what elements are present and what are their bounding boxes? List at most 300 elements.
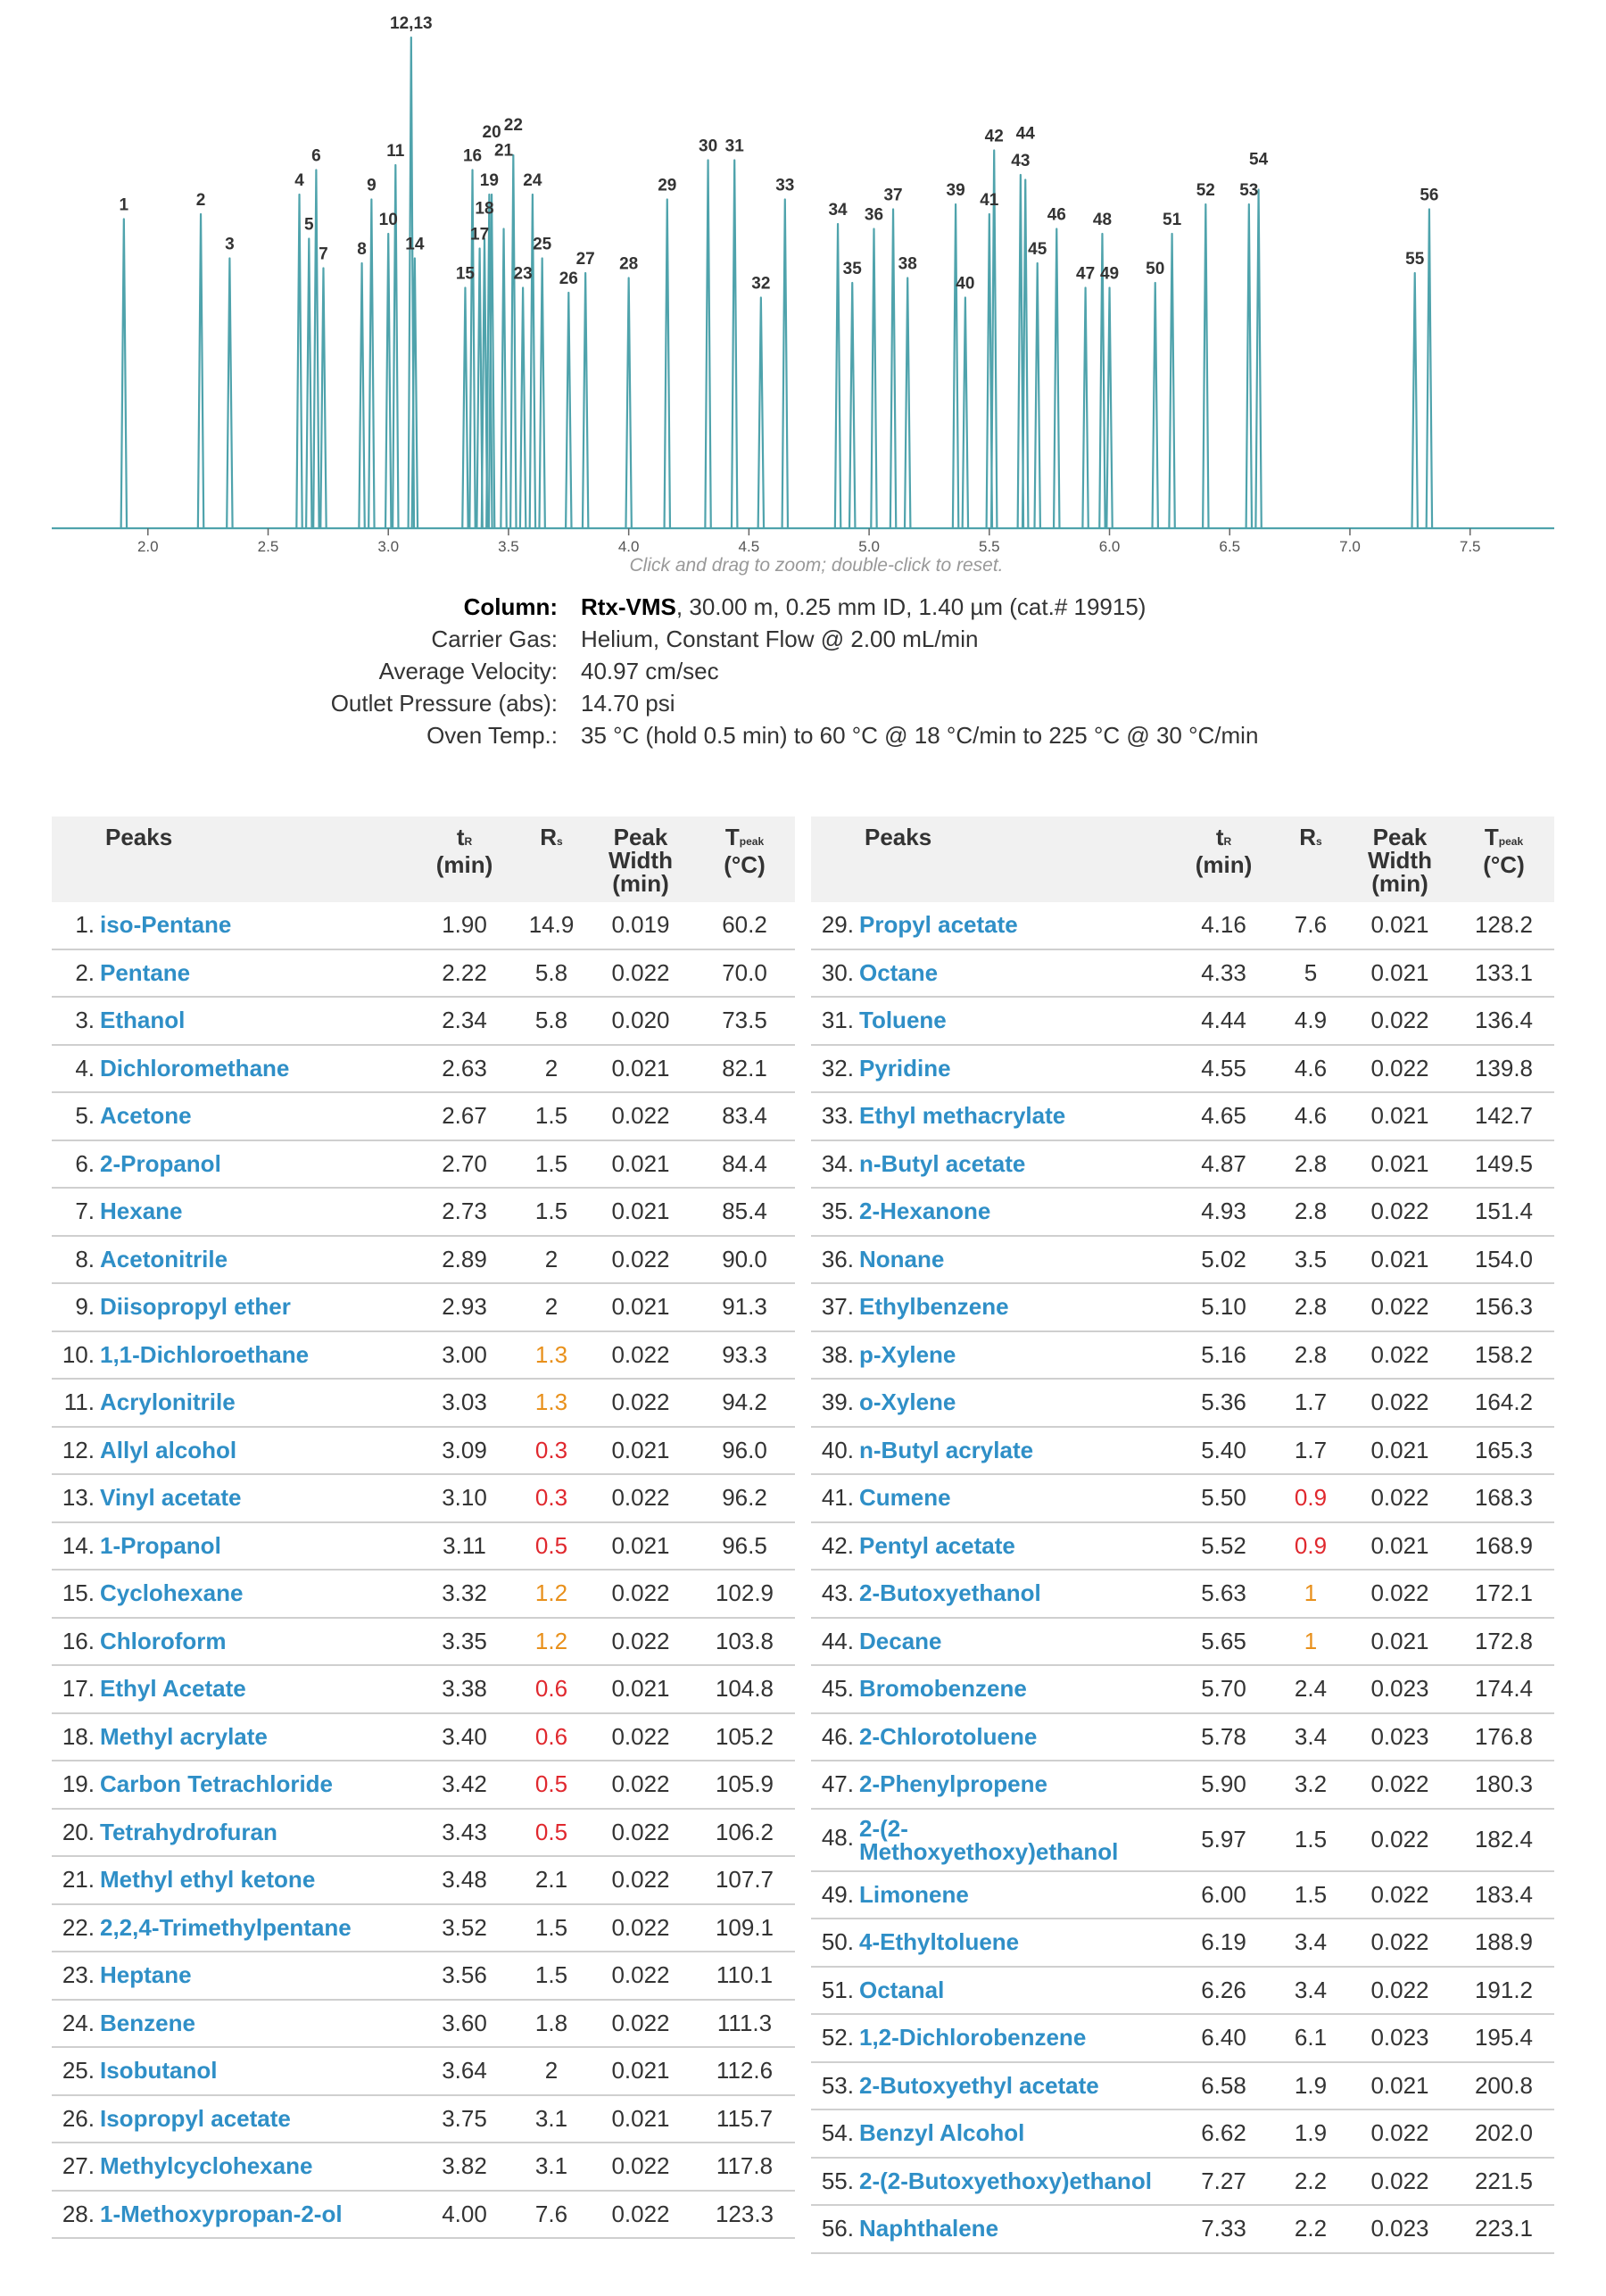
compound-link[interactable]: Heptane	[100, 1961, 192, 1989]
compound-cell	[52, 2047, 413, 2095]
resolution: 1.7	[1275, 1379, 1346, 1427]
peak-label: 43	[1011, 152, 1031, 170]
peak-label: 18	[475, 199, 494, 219]
peak-number: 12.	[62, 1436, 95, 1463]
peak-50[interactable]	[1153, 283, 1158, 528]
peak-temperature: 128.2	[1453, 902, 1554, 949]
compound-link[interactable]: 2-Chlorotoluene	[859, 1722, 1038, 1750]
param-row-carrier-gas	[0, 626, 1606, 658]
peak-label: 27	[575, 250, 595, 269]
retention-time: 3.32	[413, 1570, 516, 1618]
peak-temperature: 106.2	[694, 1809, 795, 1857]
peak-6[interactable]	[313, 170, 319, 529]
peak-temperature: 174.4	[1453, 1665, 1554, 1713]
peak-32[interactable]	[758, 298, 764, 529]
peak-width: 0.022	[1346, 1809, 1453, 1871]
peak-width: 0.022	[587, 1092, 694, 1140]
compound-link[interactable]: Acetone	[100, 1102, 192, 1130]
compound-link[interactable]: Allyl alcohol	[100, 1436, 237, 1463]
compound-link[interactable]: Pentyl acetate	[859, 1531, 1015, 1559]
peak-temperature: 168.9	[1453, 1522, 1554, 1571]
compound-cell	[811, 1570, 1172, 1618]
compound-link[interactable]: 1-Propanol	[100, 1531, 221, 1559]
peak-27[interactable]	[583, 273, 588, 528]
peak-width: 0.022	[1346, 1283, 1453, 1331]
compound-cell	[811, 1967, 1172, 2015]
compound-link[interactable]: Octane	[859, 958, 939, 986]
peak-2[interactable]	[198, 214, 203, 528]
table-row	[52, 2191, 795, 2239]
compound-cell	[811, 1331, 1172, 1380]
compound-link[interactable]: 2-(2-Butoxyethoxy)ethanol	[859, 2167, 1152, 2194]
compound-link[interactable]: 2-Butoxyethanol	[859, 1579, 1041, 1607]
compound-link[interactable]: Dichloromethane	[100, 1054, 290, 1082]
compound-link[interactable]: Nonane	[859, 1245, 945, 1272]
table-row	[52, 2000, 795, 2048]
retention-time: 6.26	[1172, 1967, 1275, 2015]
peak-label: 39	[946, 181, 965, 200]
peak-number: 44.	[821, 1627, 854, 1654]
compound-link[interactable]: Methylcyclohexane	[100, 2152, 313, 2180]
peak-width: 0.022	[1346, 2110, 1453, 2158]
compound-link[interactable]: n-Butyl acetate	[859, 1149, 1026, 1177]
peak-9[interactable]	[368, 200, 374, 529]
compound-link[interactable]: 1,2-Dichlorobenzene	[859, 2024, 1087, 2051]
peak-width: 0.021	[1346, 1618, 1453, 1666]
peak-temperature: 73.5	[694, 997, 795, 1045]
compound-cell	[52, 1856, 413, 1904]
table-row	[811, 949, 1554, 998]
peak-label: 50	[1146, 260, 1165, 278]
peak-temperature: 96.0	[694, 1427, 795, 1475]
peak-temperature: 195.4	[1453, 2014, 1554, 2062]
compound-link[interactable]: Bromobenzene	[859, 1675, 1027, 1703]
x-tick-label: 6.0	[1098, 538, 1121, 555]
compound-link[interactable]: Hexane	[100, 1198, 183, 1225]
compound-cell	[811, 997, 1172, 1045]
param-value	[581, 593, 1146, 621]
resolution: 1	[1275, 1570, 1346, 1618]
peak-temperature: 91.3	[694, 1283, 795, 1331]
peak-4[interactable]	[296, 195, 302, 528]
peak-temperature: 151.4	[1453, 1188, 1554, 1236]
peak-53[interactable]	[1246, 204, 1252, 528]
x-tick-label: 6.5	[1219, 538, 1241, 555]
compound-link[interactable]: iso-Pentane	[100, 911, 232, 939]
peak-3[interactable]	[227, 259, 232, 529]
peak-label: 22	[503, 116, 523, 135]
table-row	[811, 1919, 1554, 1967]
compound-link[interactable]: 1,1-Dichloroethane	[100, 1340, 310, 1368]
compound-cell	[811, 2110, 1172, 2158]
peak-30[interactable]	[705, 161, 710, 529]
peak-label: 3	[225, 235, 235, 254]
compound-link[interactable]: 2-Propanol	[100, 1149, 221, 1177]
compound-cell	[52, 1809, 413, 1857]
peak-number: 9.	[75, 1293, 95, 1321]
compound-link[interactable]: 2-Hexanone	[859, 1198, 991, 1225]
compound-link[interactable]: 2,2,4-Trimethylpentane	[100, 1913, 352, 1941]
peak-label: 38	[898, 254, 917, 274]
peak-number: 18.	[62, 1722, 95, 1750]
table-row	[811, 1809, 1554, 1871]
peak-label: 48	[1092, 211, 1113, 229]
compound-cell	[811, 1919, 1172, 1967]
retention-time: 5.63	[1172, 1570, 1275, 1618]
peak-36[interactable]	[871, 229, 876, 529]
compound-cell	[52, 2143, 413, 2191]
resolution: 3.4	[1275, 1967, 1346, 2015]
compound-link[interactable]: Propyl acetate	[859, 911, 1018, 939]
peak-15[interactable]	[462, 288, 468, 529]
peak-49[interactable]	[1106, 288, 1112, 529]
retention-time: 5.16	[1172, 1331, 1275, 1380]
peak-label: 17	[470, 225, 490, 245]
peak-label: 28	[619, 254, 639, 274]
peak-33[interactable]	[782, 200, 788, 529]
retention-time: 5.50	[1172, 1474, 1275, 1522]
zoom-hint: Click and drag to zoom; double-click to reset.	[629, 555, 1004, 576]
peak-52[interactable]	[1203, 204, 1208, 528]
peak-temperature: 183.4	[1453, 1871, 1554, 1919]
peak-number: 34.	[821, 1149, 854, 1177]
table-row	[811, 1474, 1554, 1522]
peak-temperature: 168.3	[1453, 1474, 1554, 1522]
peak-width: 0.022	[587, 1761, 694, 1809]
peak-label: 8	[357, 240, 367, 259]
compound-link[interactable]: Carbon Tetrachloride	[100, 1770, 334, 1798]
peak-width: 0.023	[1346, 2205, 1453, 2253]
peak-number: 15.	[62, 1579, 95, 1607]
peak-temperature: 165.3	[1453, 1427, 1554, 1475]
peak-number: 32.	[821, 1054, 854, 1082]
resolution: 7.6	[1275, 902, 1346, 949]
peak-width: 0.022	[1346, 1570, 1453, 1618]
retention-time: 5.52	[1172, 1522, 1275, 1571]
compound-link[interactable]: 2-Butoxyethyl acetate	[859, 2071, 1099, 2099]
compound-link[interactable]: Toluene	[859, 1007, 947, 1034]
table-row	[811, 1379, 1554, 1427]
peak-56[interactable]	[1427, 210, 1432, 529]
compound-link[interactable]: Isopropyl acetate	[100, 2104, 291, 2132]
peak-width: 0.021	[1346, 2062, 1453, 2110]
peak-temperature: 96.2	[694, 1474, 795, 1522]
peak-47[interactable]	[1082, 288, 1088, 529]
peak-width: 0.022	[1346, 1761, 1453, 1809]
x-tick-label: 3.5	[498, 538, 519, 555]
table-header-row	[52, 816, 795, 902]
peak-temperature: 107.7	[694, 1856, 795, 1904]
compound-cell	[811, 1379, 1172, 1427]
compound-cell	[52, 1522, 413, 1571]
peak-7[interactable]	[320, 269, 326, 529]
peak-label: 53	[1239, 181, 1259, 200]
table-row	[52, 997, 795, 1045]
resolution: 2.8	[1275, 1331, 1346, 1380]
peak-temperature: 94.2	[694, 1379, 795, 1427]
compound-cell	[811, 1045, 1172, 1093]
peak-width: 0.022	[1346, 1967, 1453, 2015]
compound-link[interactable]: Ethyl methacrylate	[859, 1102, 1066, 1130]
retention-time: 2.63	[413, 1045, 516, 1093]
compound-link[interactable]: Benzyl Alcohol	[859, 2119, 1025, 2147]
x-tick-label: 4.5	[738, 538, 760, 555]
peak-number: 52.	[821, 2024, 854, 2051]
header-retention-time: tR (min)	[1195, 824, 1253, 878]
peak-width: 0.022	[587, 1474, 694, 1522]
peak-44[interactable]	[1022, 180, 1028, 529]
compound-link[interactable]: Naphthalene	[859, 2215, 999, 2242]
peak-label: 46	[1047, 205, 1066, 225]
retention-time: 5.70	[1172, 1665, 1275, 1713]
peak-22[interactable]	[510, 155, 516, 528]
retention-time: 3.43	[413, 1809, 516, 1857]
peak-width: 0.021	[1346, 1140, 1453, 1189]
peak-width: 0.022	[587, 1904, 694, 1952]
retention-time: 2.73	[413, 1188, 516, 1236]
compound-link[interactable]: Pentane	[100, 958, 191, 986]
compound-link[interactable]: Cumene	[859, 1484, 951, 1512]
peak-width: 0.020	[587, 997, 694, 1045]
peak-number: 39.	[821, 1388, 854, 1416]
peak-55[interactable]	[1412, 273, 1418, 528]
peak-23[interactable]	[520, 288, 526, 529]
peak-width: 0.022	[1346, 1871, 1453, 1919]
compound-link[interactable]: Isobutanol	[100, 2057, 218, 2085]
compound-cell	[52, 2095, 413, 2143]
compound-cell	[52, 1904, 413, 1952]
peak-26[interactable]	[566, 293, 571, 528]
param-label: Carrier Gas:	[431, 626, 558, 652]
retention-time: 2.67	[413, 1092, 516, 1140]
retention-time: 2.70	[413, 1140, 516, 1189]
peak-width: 0.022	[587, 1713, 694, 1761]
peak-5[interactable]	[306, 239, 311, 529]
peak-number: 6.	[75, 1149, 95, 1177]
compound-link[interactable]: Octanal	[859, 1976, 945, 2003]
compound-link[interactable]: 2-Phenylpropene	[859, 1770, 1047, 1798]
peak-temperature: 83.4	[694, 1092, 795, 1140]
peak-width: 0.021	[587, 1140, 694, 1189]
peak-16[interactable]	[469, 170, 475, 529]
compound-link[interactable]: Vinyl acetate	[100, 1484, 242, 1512]
compound-cell	[811, 1522, 1172, 1571]
retention-time: 3.11	[413, 1522, 516, 1571]
compound-cell	[811, 949, 1172, 998]
peak-54[interactable]	[1255, 190, 1261, 529]
peak-width: 0.022	[587, 949, 694, 998]
resolution: 5.8	[516, 949, 587, 998]
resolution: 2	[516, 1283, 587, 1331]
x-tick-label: 2.5	[257, 538, 279, 555]
compound-cell	[811, 1761, 1172, 1809]
peak-35[interactable]	[849, 283, 855, 528]
retention-time: 6.40	[1172, 2014, 1275, 2062]
resolution: 0.5	[516, 1761, 587, 1809]
compound-cell	[52, 1427, 413, 1475]
table-row	[52, 1092, 795, 1140]
retention-time: 2.93	[413, 1283, 516, 1331]
peak-width: 0.022	[587, 1618, 694, 1666]
compound-link[interactable]: n-Butyl acrylate	[859, 1436, 1034, 1463]
param-row-column	[0, 593, 1606, 626]
peak-width: 0.022	[587, 1379, 694, 1427]
compound-link[interactable]: Ethyl Acetate	[100, 1675, 246, 1703]
compound-link[interactable]: 2-(2-Methoxyethoxy)ethanol	[859, 1814, 1119, 1865]
compound-link[interactable]: Chloroform	[100, 1627, 227, 1654]
peak-number: 2.	[75, 958, 95, 986]
peak-temperature: 103.8	[694, 1618, 795, 1666]
compound-link[interactable]: Pyridine	[859, 1054, 951, 1082]
compound-link[interactable]: Ethanol	[100, 1007, 186, 1034]
compound-cell	[52, 997, 413, 1045]
peak-number: 22.	[62, 1913, 95, 1941]
retention-time: 3.56	[413, 1952, 516, 2000]
retention-time: 6.62	[1172, 2110, 1275, 2158]
compound-link[interactable]: p-Xylene	[859, 1340, 956, 1368]
peak-8[interactable]	[359, 263, 364, 528]
peak-29[interactable]	[665, 200, 670, 529]
resolution: 2.8	[1275, 1188, 1346, 1236]
peak-label: 42	[984, 127, 1004, 146]
table-row	[811, 1967, 1554, 2015]
peak-39[interactable]	[953, 204, 958, 528]
compound-link[interactable]: 4-Ethyltoluene	[859, 1928, 1020, 1956]
param-label: Average Velocity:	[378, 658, 558, 684]
peak-temperature: 180.3	[1453, 1761, 1554, 1809]
compound-cell	[52, 1379, 413, 1427]
compound-cell	[811, 902, 1172, 949]
compound-cell	[52, 1331, 413, 1380]
resolution: 2.2	[1275, 2158, 1346, 2206]
compound-link[interactable]: Methyl acrylate	[100, 1722, 268, 1750]
peak-51[interactable]	[1169, 234, 1174, 528]
peak-45[interactable]	[1035, 263, 1040, 528]
compound-link[interactable]: Methyl ethyl ketone	[100, 1866, 316, 1894]
peak-number: 55.	[821, 2167, 854, 2194]
table-row	[52, 1045, 795, 1093]
compound-cell	[811, 1427, 1172, 1475]
table-row	[52, 2143, 795, 2191]
chromatogram[interactable]	[0, 0, 1606, 589]
table-row	[52, 1331, 795, 1380]
compound-link[interactable]: Limonene	[859, 1880, 969, 1908]
peak-46[interactable]	[1054, 229, 1059, 529]
column-name[interactable]: Rtx-VMS	[581, 593, 676, 620]
peak-21[interactable]	[501, 229, 506, 529]
compound-link[interactable]: Cyclohexane	[100, 1579, 244, 1607]
compound-link[interactable]: Benzene	[100, 2009, 195, 2036]
compound-link[interactable]: Acrylonitrile	[100, 1388, 236, 1416]
resolution: 1.2	[516, 1618, 587, 1666]
peak-number: 5.	[75, 1102, 95, 1130]
compound-link[interactable]: Diisopropyl ether	[100, 1293, 291, 1321]
peak-25[interactable]	[539, 259, 544, 529]
peak-number: 4.	[75, 1054, 95, 1082]
table-row	[811, 2158, 1554, 2206]
compound-link[interactable]: o-Xylene	[859, 1388, 956, 1416]
peak-38[interactable]	[905, 278, 910, 529]
compound-cell	[811, 1618, 1172, 1666]
peak-width: 0.022	[587, 2191, 694, 2239]
retention-time: 2.22	[413, 949, 516, 998]
retention-time: 5.90	[1172, 1761, 1275, 1809]
x-tick-label: 5.5	[978, 538, 1000, 555]
x-tick-label: 5.0	[858, 538, 880, 555]
compound-link[interactable]: Acetonitrile	[100, 1245, 228, 1272]
compound-cell	[52, 1761, 413, 1809]
resolution: 0.5	[516, 1522, 587, 1571]
peak-label: 41	[980, 191, 999, 210]
peak-28[interactable]	[625, 278, 631, 529]
peak-34[interactable]	[835, 224, 840, 528]
resolution: 1.5	[1275, 1871, 1346, 1919]
peak-number: 11.	[63, 1388, 95, 1416]
peak-temperature: 105.9	[694, 1761, 795, 1809]
peak-label: 26	[559, 269, 578, 288]
table-row	[52, 1522, 795, 1571]
peak-temperature: 191.2	[1453, 1967, 1554, 2015]
peak-label: 52	[1196, 181, 1215, 200]
resolution: 3.1	[516, 2143, 587, 2191]
param-label: Outlet Pressure (abs):	[330, 690, 558, 717]
peak-width: 0.021	[587, 1665, 694, 1713]
peak-label: 14	[405, 235, 425, 254]
compound-cell	[52, 2000, 413, 2048]
table-header-row	[811, 816, 1554, 902]
compound-link[interactable]: Ethylbenzene	[859, 1293, 1009, 1321]
peak-10[interactable]	[385, 234, 391, 528]
peak-label: 37	[883, 186, 903, 205]
table-row	[52, 1379, 795, 1427]
peak-number: 8.	[75, 1245, 95, 1272]
compound-cell	[52, 1092, 413, 1140]
peak-1[interactable]	[121, 220, 127, 529]
peak-number: 35.	[821, 1198, 854, 1225]
compound-link[interactable]: 1-Methoxypropan-2-ol	[100, 2200, 343, 2227]
peak-label: 44	[1015, 124, 1035, 144]
compound-link[interactable]: Decane	[859, 1627, 942, 1654]
peak-temperature: 111.3	[694, 2000, 795, 2048]
peak-temperature: 172.8	[1453, 1618, 1554, 1666]
peak-37[interactable]	[890, 210, 896, 529]
retention-time: 5.97	[1172, 1809, 1275, 1871]
param-label: Oven Temp.:	[426, 722, 558, 749]
peak-label: 24	[523, 171, 542, 190]
x-tick-label: 7.0	[1339, 538, 1361, 555]
resolution: 1.3	[516, 1331, 587, 1380]
chromatogram-trace-layer	[52, 37, 1554, 528]
compound-link[interactable]: Tetrahydrofuran	[100, 1818, 277, 1845]
peak-31[interactable]	[732, 161, 737, 529]
peak-number: 31.	[821, 1007, 854, 1034]
peak-number: 50.	[821, 1928, 854, 1956]
peak-40[interactable]	[963, 298, 968, 529]
peak-number: 53.	[821, 2071, 854, 2099]
peak-width: 0.022	[587, 2143, 694, 2191]
compound-cell	[52, 1188, 413, 1236]
resolution: 1.2	[516, 1570, 587, 1618]
peak-temperature: 149.5	[1453, 1140, 1554, 1189]
peak-temperature: 200.8	[1453, 2062, 1554, 2110]
compound-cell	[52, 1474, 413, 1522]
header-peak-width: Peak Width (min)	[1368, 824, 1432, 897]
retention-time: 4.93	[1172, 1188, 1275, 1236]
peak-number: 45.	[821, 1675, 854, 1703]
peak-width: 0.021	[587, 1522, 694, 1571]
peak-width: 0.021	[1346, 1236, 1453, 1284]
retention-time: 6.19	[1172, 1919, 1275, 1967]
